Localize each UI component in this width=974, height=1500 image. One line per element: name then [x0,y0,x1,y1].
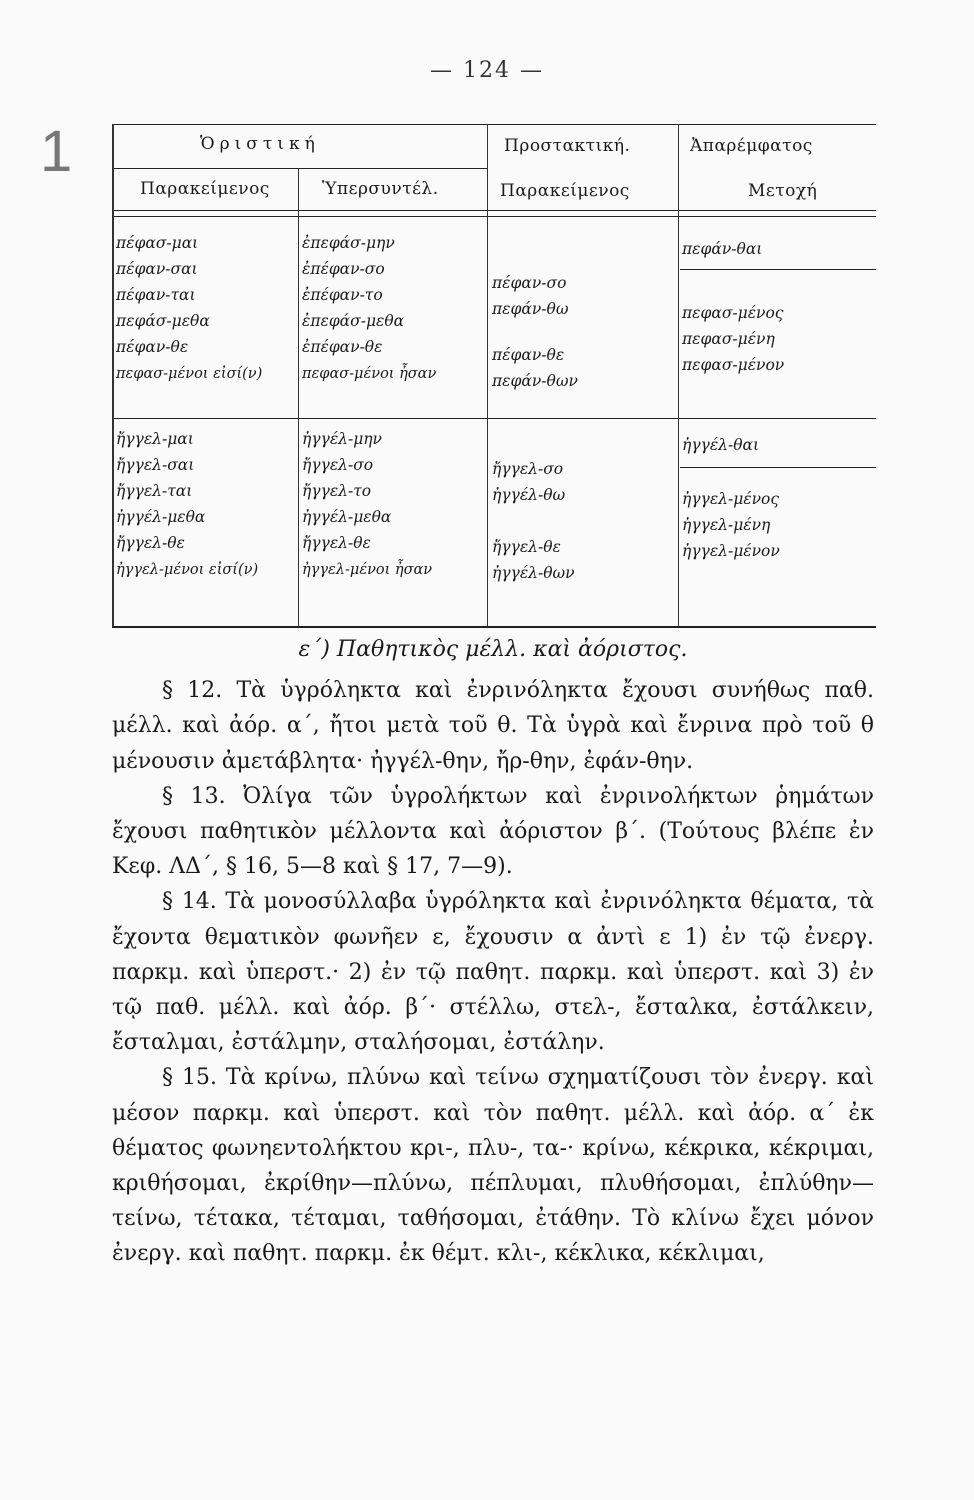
table-cell: πεφασ-μένοι ἦσαν [302,366,437,382]
header-pluperfect: Ὑπερσυντέλ. [322,179,439,199]
table-rule [112,216,876,217]
table-cell: ἠγγελ-μένοι εἰσί(ν) [116,562,259,578]
table-cell: ἐπεφάσ-μεθα [302,312,405,330]
table-cell: ἐπέφαν-σο [302,260,385,278]
table-cell: ἠγγελ-μένη [682,516,771,534]
table-cell: ἠγγελ-μένοι ἦσαν [302,562,433,578]
table-cell: ἠγγέλ-μην [302,430,382,448]
paragraph: § 12. Τὰ ὑγρόληκτα καὶ ἐνρινόληκτα ἔχουσι συνήθως παθ. μέλλ. καὶ ἀόρ. α΄, ἤτοι μετὰ τοῦ θ. Τὰ ὑγρὰ καὶ ἔνρινα πρὸ τοῦ θ μένουσιν ἀμετάβλητα· ἠγγέλ-θην, ἤρ-θην, ἐφάν-θην. [112,678,874,774]
paragraph: § 15. Τὰ κρίνω, πλύνω καὶ τείνω σχηματίζουσι τὸν ἐνεργ. καὶ μέσον παρκμ. καὶ ὑπερστ. καὶ τὸν παθητ. μέλλ. καὶ ἀόρ. α΄ ἐκ θέματος φωνηεντολήκτου κρι-, πλυ-, τα-· κρίνω, κέκρικα, κέκριμαι, κριθήσομαι, ἐκρίθην—πλύνω, πέπλυμαι, πλυθήσομαι, ἐπλύθην—τείνω, τέτακα, τέταμαι, ταθήσομαι, ἐτάθην. Τὸ κλίνω ἔχει μόνον ἐνεργ. καὶ παθητ. παρκμ. ἐκ θέμτ. κλι-, κέκλικα, κέκλιμαι, [112,1065,874,1267]
header-indicative: Ὁριστική [200,134,320,154]
table-rule [298,168,299,626]
header-imperative: Προστακτική. [504,136,631,156]
table-rule [112,626,876,628]
table-cell: ἐπέφαν-το [302,286,383,304]
header-imperative-perfect: Παρακείμενος [500,181,630,201]
table-cell: ἠγγέλ-θαι [682,436,760,454]
table-cell: πεφάσ-μεθα [116,312,210,330]
table-cell: ἐπέφαν-θε [302,338,383,356]
table-rule [112,124,114,627]
paragraph: § 14. Τὰ μονοσύλλαβα ὑγρόληκτα καὶ ἐνρινόληκτα θέματα, τὰ ἔχοντα θεματικὸν φωνῆεν ε, ἔχουσιν α ἀντὶ ε 1) ἐν τῷ ἐνεργ. παρκμ. καὶ ὑπερστ.· 2) ἐν τῷ παθητ. παρκμ. καὶ ὑπερστ. καὶ 3) ἐν τῷ παθ. μέλλ. καὶ ἀόρ. β΄· στέλλω, στελ-, ἔσταλκα, ἐστάλκειν, ἔσταλμαι, ἐστάλμην, σταλήσομαι, ἐστάλην. [112,889,874,1056]
table-rule [112,418,876,419]
paragraph: § 13. Ὀλίγα τῶν ὑγρολήκτων καὶ ἐνρινολήκτων ῥημάτων ἔχουσι παθητικὸν μέλλοντα καὶ ἀόριστον β΄. (Τούτους βλέπε ἐν Κεφ. ΛΔ΄, § 16, 5—8 καὶ § 17, 7—9). [112,783,874,880]
table-cell: ἠγγέλ-θω [492,486,566,504]
table-cell: πέφαν-θε [116,338,189,356]
table-cell: ἤγγελ-σο [492,460,564,478]
table-cell: ἐπεφάσ-μην [302,234,395,252]
table-cell: ἤγγελ-ται [116,482,193,500]
table-cell: ἤγγελ-το [302,482,372,500]
table-cell: πεφάν-θων [492,372,578,390]
table-cell: πεφασ-μένον [682,356,785,374]
table-rule [112,168,487,169]
header-participle: Μετοχή [748,181,818,201]
table-cell: πεφασ-μένοι εἰσί(ν) [116,366,263,382]
body-text [112,632,874,1272]
table-rule [487,124,488,626]
table-rule [112,210,876,211]
table-cell: ἤγγελ-μαι [116,430,194,448]
table-cell: ἠγγελ-μένον [682,542,780,560]
table-cell: πεφάν-θω [492,300,569,318]
table-cell: πέφαν-σαι [116,260,198,278]
table-cell: πέφασ-μαι [116,234,199,252]
table-cell: πέφαν-ται [116,286,196,304]
table-rule [680,467,876,468]
header-perfect: Παρακείμενος [140,179,270,199]
table-cell: ἤγγελ-θε [492,538,561,556]
table-cell: ἠγγέλ-μεθα [116,508,206,526]
page-number: — 124 — [430,58,544,83]
table-rule [678,124,679,626]
table-rule [112,124,876,125]
table-cell: πέφαν-θε [492,346,565,364]
table-cell: ἤγγελ-θε [116,534,185,552]
table-cell: ἤγγελ-σο [302,456,374,474]
conjugation-table [112,124,876,627]
table-cell: πεφασ-μένη [682,330,775,348]
header-infinitive: Ἀπαρέμφατος [690,136,813,156]
table-cell: πεφάν-θαι [682,240,763,258]
table-cell: ἠγγέλ-θων [492,564,575,582]
table-cell: ἤγγελ-σαι [116,456,195,474]
margin-mark: 1 [40,119,73,184]
table-cell: ἠγγέλ-μεθα [302,508,392,526]
table-cell: πέφαν-σο [492,274,567,292]
table-cell: πεφασ-μένος [682,304,784,322]
table-rule [680,269,876,270]
table-cell: ἤγγελ-θε [302,534,371,552]
table-cell: ἠγγελ-μένος [682,490,780,508]
section-subheading: ε΄) Παθητικὸς μέλλ. καὶ ἀόριστος. [298,637,688,662]
